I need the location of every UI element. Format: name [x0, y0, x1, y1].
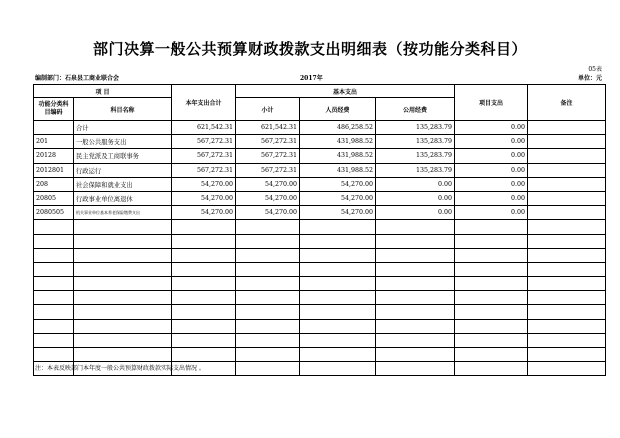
empty-cell: [34, 234, 74, 248]
empty-table-row: [34, 248, 606, 262]
name-cell: 合计: [74, 121, 172, 135]
subtotal-cell: 567,272.31: [236, 149, 300, 163]
total-cell: 54,270.00: [172, 191, 236, 205]
empty-cell: [74, 248, 172, 262]
table-row: [34, 149, 606, 163]
empty-cell: [455, 277, 528, 291]
empty-table-row: [34, 291, 606, 305]
table-row: [34, 135, 606, 149]
public-cell: 135,283.79: [376, 149, 455, 163]
empty-cell: [300, 305, 376, 319]
empty-cell: [528, 291, 606, 305]
empty-cell: [74, 277, 172, 291]
empty-cell: [528, 262, 606, 276]
personnel-header: 人员经费: [300, 98, 376, 121]
name-cell: 机关事业单位基本养老保险缴费支出: [74, 206, 172, 220]
empty-cell: [376, 220, 455, 234]
personnel-cell: 54,270.00: [300, 177, 376, 191]
code-cell: 20805: [34, 191, 74, 205]
empty-table-row: [34, 348, 606, 362]
empty-cell: [528, 220, 606, 234]
name-cell: 行政事业单位离退休: [74, 191, 172, 205]
personnel-cell: 54,270.00: [300, 206, 376, 220]
empty-cell: [376, 305, 455, 319]
page-title: 部门决算一般公共预算财政拨款支出明细表（按功能分类科目）: [92, 40, 527, 58]
empty-cell: [528, 305, 606, 319]
empty-cell: [376, 348, 455, 362]
project-cell: 0.00: [455, 177, 528, 191]
empty-cell: [300, 234, 376, 248]
table-row: [34, 121, 606, 135]
table-code: 05表: [588, 66, 602, 73]
empty-cell: [74, 291, 172, 305]
remark-cell: [528, 163, 606, 177]
unit-label: 单位：元: [577, 75, 602, 82]
remark-header: 备注: [528, 85, 606, 121]
project-cell: 0.00: [455, 163, 528, 177]
empty-table-row: [34, 220, 606, 234]
subject-name-header: 科目名称: [74, 98, 172, 121]
name-cell: 社会保障和就业支出: [74, 177, 172, 191]
empty-cell: [34, 262, 74, 276]
total-cell: 54,270.00: [172, 177, 236, 191]
empty-cell: [172, 305, 236, 319]
empty-cell: [172, 291, 236, 305]
public-cell: 135,283.79: [376, 121, 455, 135]
public-cell: 0.00: [376, 177, 455, 191]
empty-cell: [300, 362, 376, 376]
total-header: 本年支出合计: [172, 85, 236, 121]
project-expense-header: 项目支出: [455, 85, 528, 121]
empty-cell: [236, 220, 300, 234]
empty-cell: [34, 291, 74, 305]
empty-cell: [34, 277, 74, 291]
empty-cell: [172, 234, 236, 248]
subtotal-cell: 567,272.31: [236, 135, 300, 149]
project-header: 项 目: [34, 85, 172, 98]
empty-cell: [300, 277, 376, 291]
empty-cell: [34, 348, 74, 362]
empty-cell: [74, 234, 172, 248]
table-row: [34, 191, 606, 205]
public-cell: 0.00: [376, 191, 455, 205]
total-cell: 567,272.31: [172, 135, 236, 149]
subtotal-cell: 567,272.31: [236, 163, 300, 177]
remark-cell: [528, 135, 606, 149]
name-cell: 民主党派及工商联事务: [74, 149, 172, 163]
empty-cell: [172, 277, 236, 291]
empty-table-row: [34, 319, 606, 333]
project-cell: 0.00: [455, 206, 528, 220]
total-cell: 567,272.31: [172, 163, 236, 177]
empty-cell: [34, 319, 74, 333]
empty-cell: [528, 234, 606, 248]
code-cell: 2012801: [34, 163, 74, 177]
empty-cell: [455, 305, 528, 319]
empty-cell: [74, 348, 172, 362]
empty-cell: [528, 348, 606, 362]
remark-cell: [528, 177, 606, 191]
empty-cell: [172, 333, 236, 347]
table-body: [34, 121, 606, 376]
empty-cell: [455, 291, 528, 305]
subtotal-cell: 54,270.00: [236, 177, 300, 191]
empty-cell: [74, 319, 172, 333]
code-cell: 2080505: [34, 206, 74, 220]
remark-cell: [528, 121, 606, 135]
personnel-cell: 486,258.52: [300, 121, 376, 135]
public-cell: 0.00: [376, 206, 455, 220]
code-cell: 201: [34, 135, 74, 149]
empty-cell: [455, 362, 528, 376]
empty-cell: [455, 220, 528, 234]
total-cell: 54,270.00: [172, 206, 236, 220]
project-cell: 0.00: [455, 135, 528, 149]
empty-cell: [74, 262, 172, 276]
empty-cell: [376, 333, 455, 347]
empty-cell: [34, 305, 74, 319]
empty-cell: [376, 248, 455, 262]
subtotal-cell: 54,270.00: [236, 206, 300, 220]
empty-cell: [376, 291, 455, 305]
project-cell: 0.00: [455, 149, 528, 163]
empty-cell: [300, 220, 376, 234]
empty-cell: [34, 333, 74, 347]
remark-cell: [528, 191, 606, 205]
personnel-cell: 431,988.52: [300, 149, 376, 163]
empty-cell: [236, 291, 300, 305]
empty-cell: [172, 348, 236, 362]
year-label: 2017年: [300, 75, 323, 82]
empty-cell: [300, 291, 376, 305]
empty-cell: [236, 348, 300, 362]
empty-cell: [376, 319, 455, 333]
subtotal-header: 小计: [236, 98, 300, 121]
personnel-cell: 431,988.52: [300, 135, 376, 149]
subtotal-cell: 54,270.00: [236, 191, 300, 205]
empty-cell: [528, 277, 606, 291]
empty-cell: [34, 248, 74, 262]
empty-cell: [34, 220, 74, 234]
empty-cell: [74, 220, 172, 234]
empty-cell: [236, 262, 300, 276]
code-cell: [34, 121, 74, 135]
empty-cell: [74, 333, 172, 347]
empty-cell: [172, 248, 236, 262]
table-row: [34, 177, 606, 191]
empty-table-row: [34, 305, 606, 319]
department-label: 编制部门：石泉县工商业联合会: [35, 75, 120, 82]
table-row: [34, 206, 606, 220]
empty-cell: [300, 262, 376, 276]
empty-cell: [376, 362, 455, 376]
empty-cell: [236, 319, 300, 333]
expenditure-table: [33, 84, 606, 376]
empty-cell: [236, 333, 300, 347]
project-cell: 0.00: [455, 121, 528, 135]
empty-cell: [376, 277, 455, 291]
empty-cell: [236, 277, 300, 291]
subtotal-cell: 621,542.31: [236, 121, 300, 135]
empty-cell: [300, 348, 376, 362]
public-cell: 135,283.79: [376, 135, 455, 149]
basic-header: 基本支出: [236, 85, 455, 98]
empty-cell: [236, 305, 300, 319]
empty-cell: [172, 262, 236, 276]
empty-cell: [300, 319, 376, 333]
empty-table-row: [34, 262, 606, 276]
personnel-cell: 54,270.00: [300, 191, 376, 205]
empty-cell: [528, 362, 606, 376]
project-cell: 0.00: [455, 191, 528, 205]
public-cell: 135,283.79: [376, 163, 455, 177]
footnote: 注：本表反映部门本年度一般公共预算财政拨款实际支出情况 。: [35, 365, 205, 372]
total-cell: 567,272.31: [172, 149, 236, 163]
empty-cell: [455, 262, 528, 276]
empty-cell: [455, 248, 528, 262]
empty-cell: [74, 305, 172, 319]
empty-cell: [376, 234, 455, 248]
empty-cell: [528, 333, 606, 347]
empty-cell: [455, 333, 528, 347]
code-cell: 208: [34, 177, 74, 191]
empty-cell: [455, 234, 528, 248]
remark-cell: [528, 206, 606, 220]
empty-cell: [300, 333, 376, 347]
table-row: [34, 163, 606, 177]
public-header: 公用经费: [376, 98, 455, 121]
empty-cell: [236, 362, 300, 376]
remark-cell: [528, 149, 606, 163]
empty-cell: [528, 319, 606, 333]
empty-cell: [528, 248, 606, 262]
empty-table-row: [34, 234, 606, 248]
empty-cell: [236, 234, 300, 248]
empty-cell: [455, 348, 528, 362]
personnel-cell: 431,988.52: [300, 163, 376, 177]
empty-cell: [236, 248, 300, 262]
empty-cell: [172, 319, 236, 333]
name-cell: 一般公共服务支出: [74, 135, 172, 149]
name-cell: 行政运行: [74, 163, 172, 177]
empty-cell: [300, 248, 376, 262]
code-cell: 20128: [34, 149, 74, 163]
empty-table-row: [34, 277, 606, 291]
empty-cell: [455, 319, 528, 333]
empty-cell: [376, 262, 455, 276]
empty-table-row: [34, 333, 606, 347]
total-cell: 621,542.31: [172, 121, 236, 135]
func-code-header: 功能分类科目编码: [34, 98, 74, 121]
empty-cell: [172, 220, 236, 234]
